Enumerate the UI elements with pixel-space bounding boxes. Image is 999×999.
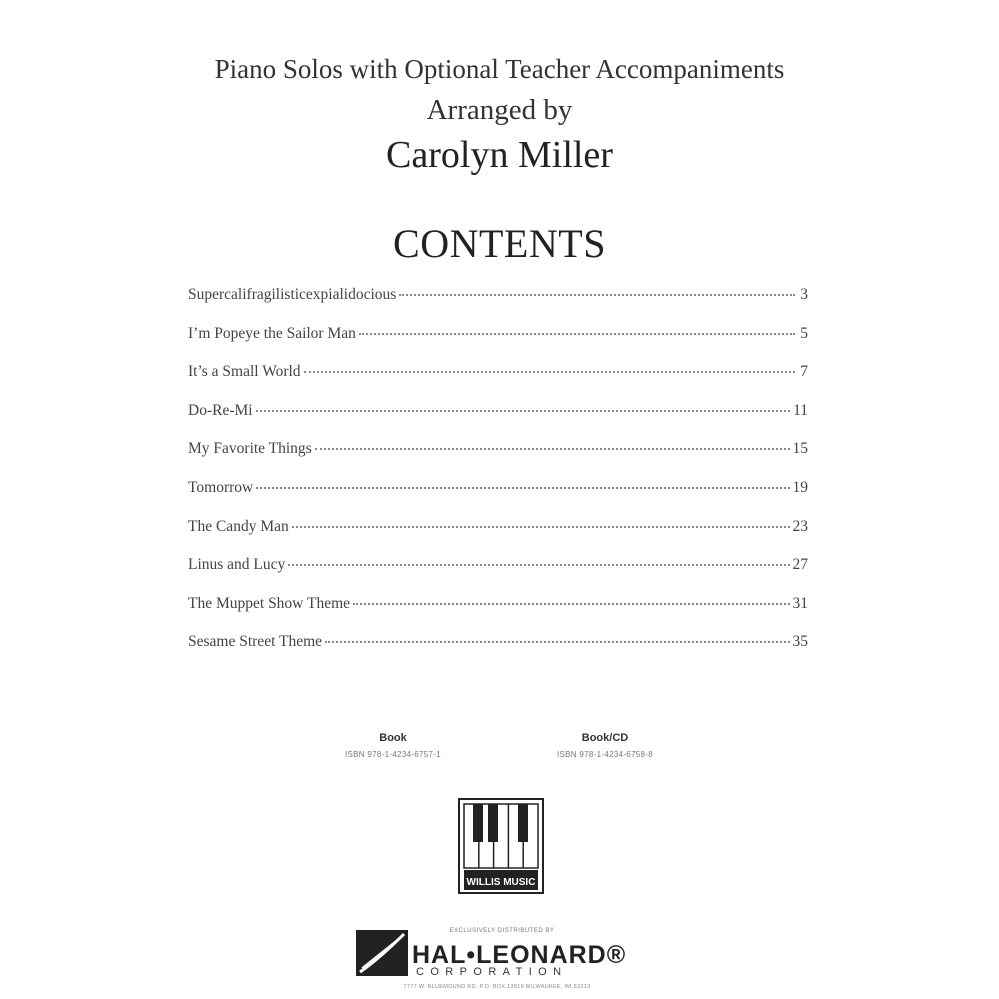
toc-entry (188, 595, 808, 634)
dot-leader (292, 525, 790, 528)
toc-entry-page: 11 (793, 401, 808, 419)
book-cd-edition-label: Book/CD (581, 732, 629, 744)
willis-logo-text: WILLIS MUSIC (466, 877, 536, 888)
dot-leader (256, 486, 789, 489)
dot-leader (325, 640, 789, 643)
dot-leader (399, 293, 795, 296)
book-edition (318, 732, 468, 759)
toc-entry-page: 5 (800, 324, 808, 342)
toc-entry-page: 31 (792, 594, 808, 612)
toc-entry-page: 35 (792, 633, 808, 651)
toc-entry-title: Do-Re-Mi (188, 401, 253, 419)
table-of-contents (188, 286, 808, 672)
toc-entry (188, 286, 808, 325)
toc-entry-page: 19 (792, 478, 808, 496)
toc-entry (188, 633, 808, 672)
toc-entry (188, 402, 808, 441)
distributor-address: 7777 W. BLUEMOUND RD. P.O. BOX 13819 MILWAUKEE, WI 53213 (403, 984, 591, 990)
toc-entry-title: The Muppet Show Theme (188, 594, 351, 612)
toc-entry-title: It’s a Small World (188, 363, 301, 381)
toc-entry (188, 479, 808, 518)
toc-entry-page: 7 (800, 363, 808, 381)
contents-heading: CONTENTS (393, 221, 606, 266)
toc-entry-page: 3 (800, 286, 808, 303)
book-cd-isbn: ISBN 978-1-4234-6758-8 (557, 750, 653, 759)
toc-entry-title: Supercalifragilisticexpialidocious (188, 286, 397, 303)
dot-leader (315, 447, 790, 450)
arranged-by-label: Arranged by (426, 94, 573, 126)
distributor-corporation: CORPORATION (416, 966, 568, 978)
toc-entry-title: Linus and Lucy (188, 556, 286, 574)
distributor-tagline: EXCLUSIVELY DISTRIBUTED BY (449, 928, 555, 934)
toc-entry-title: Sesame Street Theme (188, 633, 323, 651)
toc-entry (188, 325, 808, 364)
toc-entry (188, 518, 808, 557)
toc-entry (188, 363, 808, 402)
book-cd-edition (530, 732, 680, 759)
toc-entry (188, 556, 808, 595)
dot-leader (359, 332, 795, 335)
toc-entry-page: 23 (792, 517, 808, 535)
book-isbn: ISBN 978-1-4234-6757-1 (345, 750, 441, 759)
dot-leader (256, 409, 790, 412)
willis-music-logo (458, 798, 544, 894)
toc-entry-title: The Candy Man (188, 517, 289, 535)
toc-entry (188, 440, 808, 479)
subtitle: Piano Solos with Optional Teacher Accompaniments (214, 54, 785, 84)
toc-entry-title: I’m Popeye the Sailor Man (188, 324, 356, 342)
author-name: Carolyn Miller (386, 134, 613, 176)
toc-entry-title: Tomorrow (188, 478, 254, 496)
toc-entry-title: My Favorite Things (188, 440, 312, 458)
dot-leader (353, 602, 789, 605)
dot-leader (288, 563, 789, 566)
toc-entry-page: 27 (792, 556, 808, 574)
dot-leader (304, 370, 795, 373)
book-edition-label: Book (379, 732, 407, 744)
toc-entry-page: 15 (792, 440, 808, 458)
distributor-name: HAL•LEONARD® (412, 941, 627, 969)
